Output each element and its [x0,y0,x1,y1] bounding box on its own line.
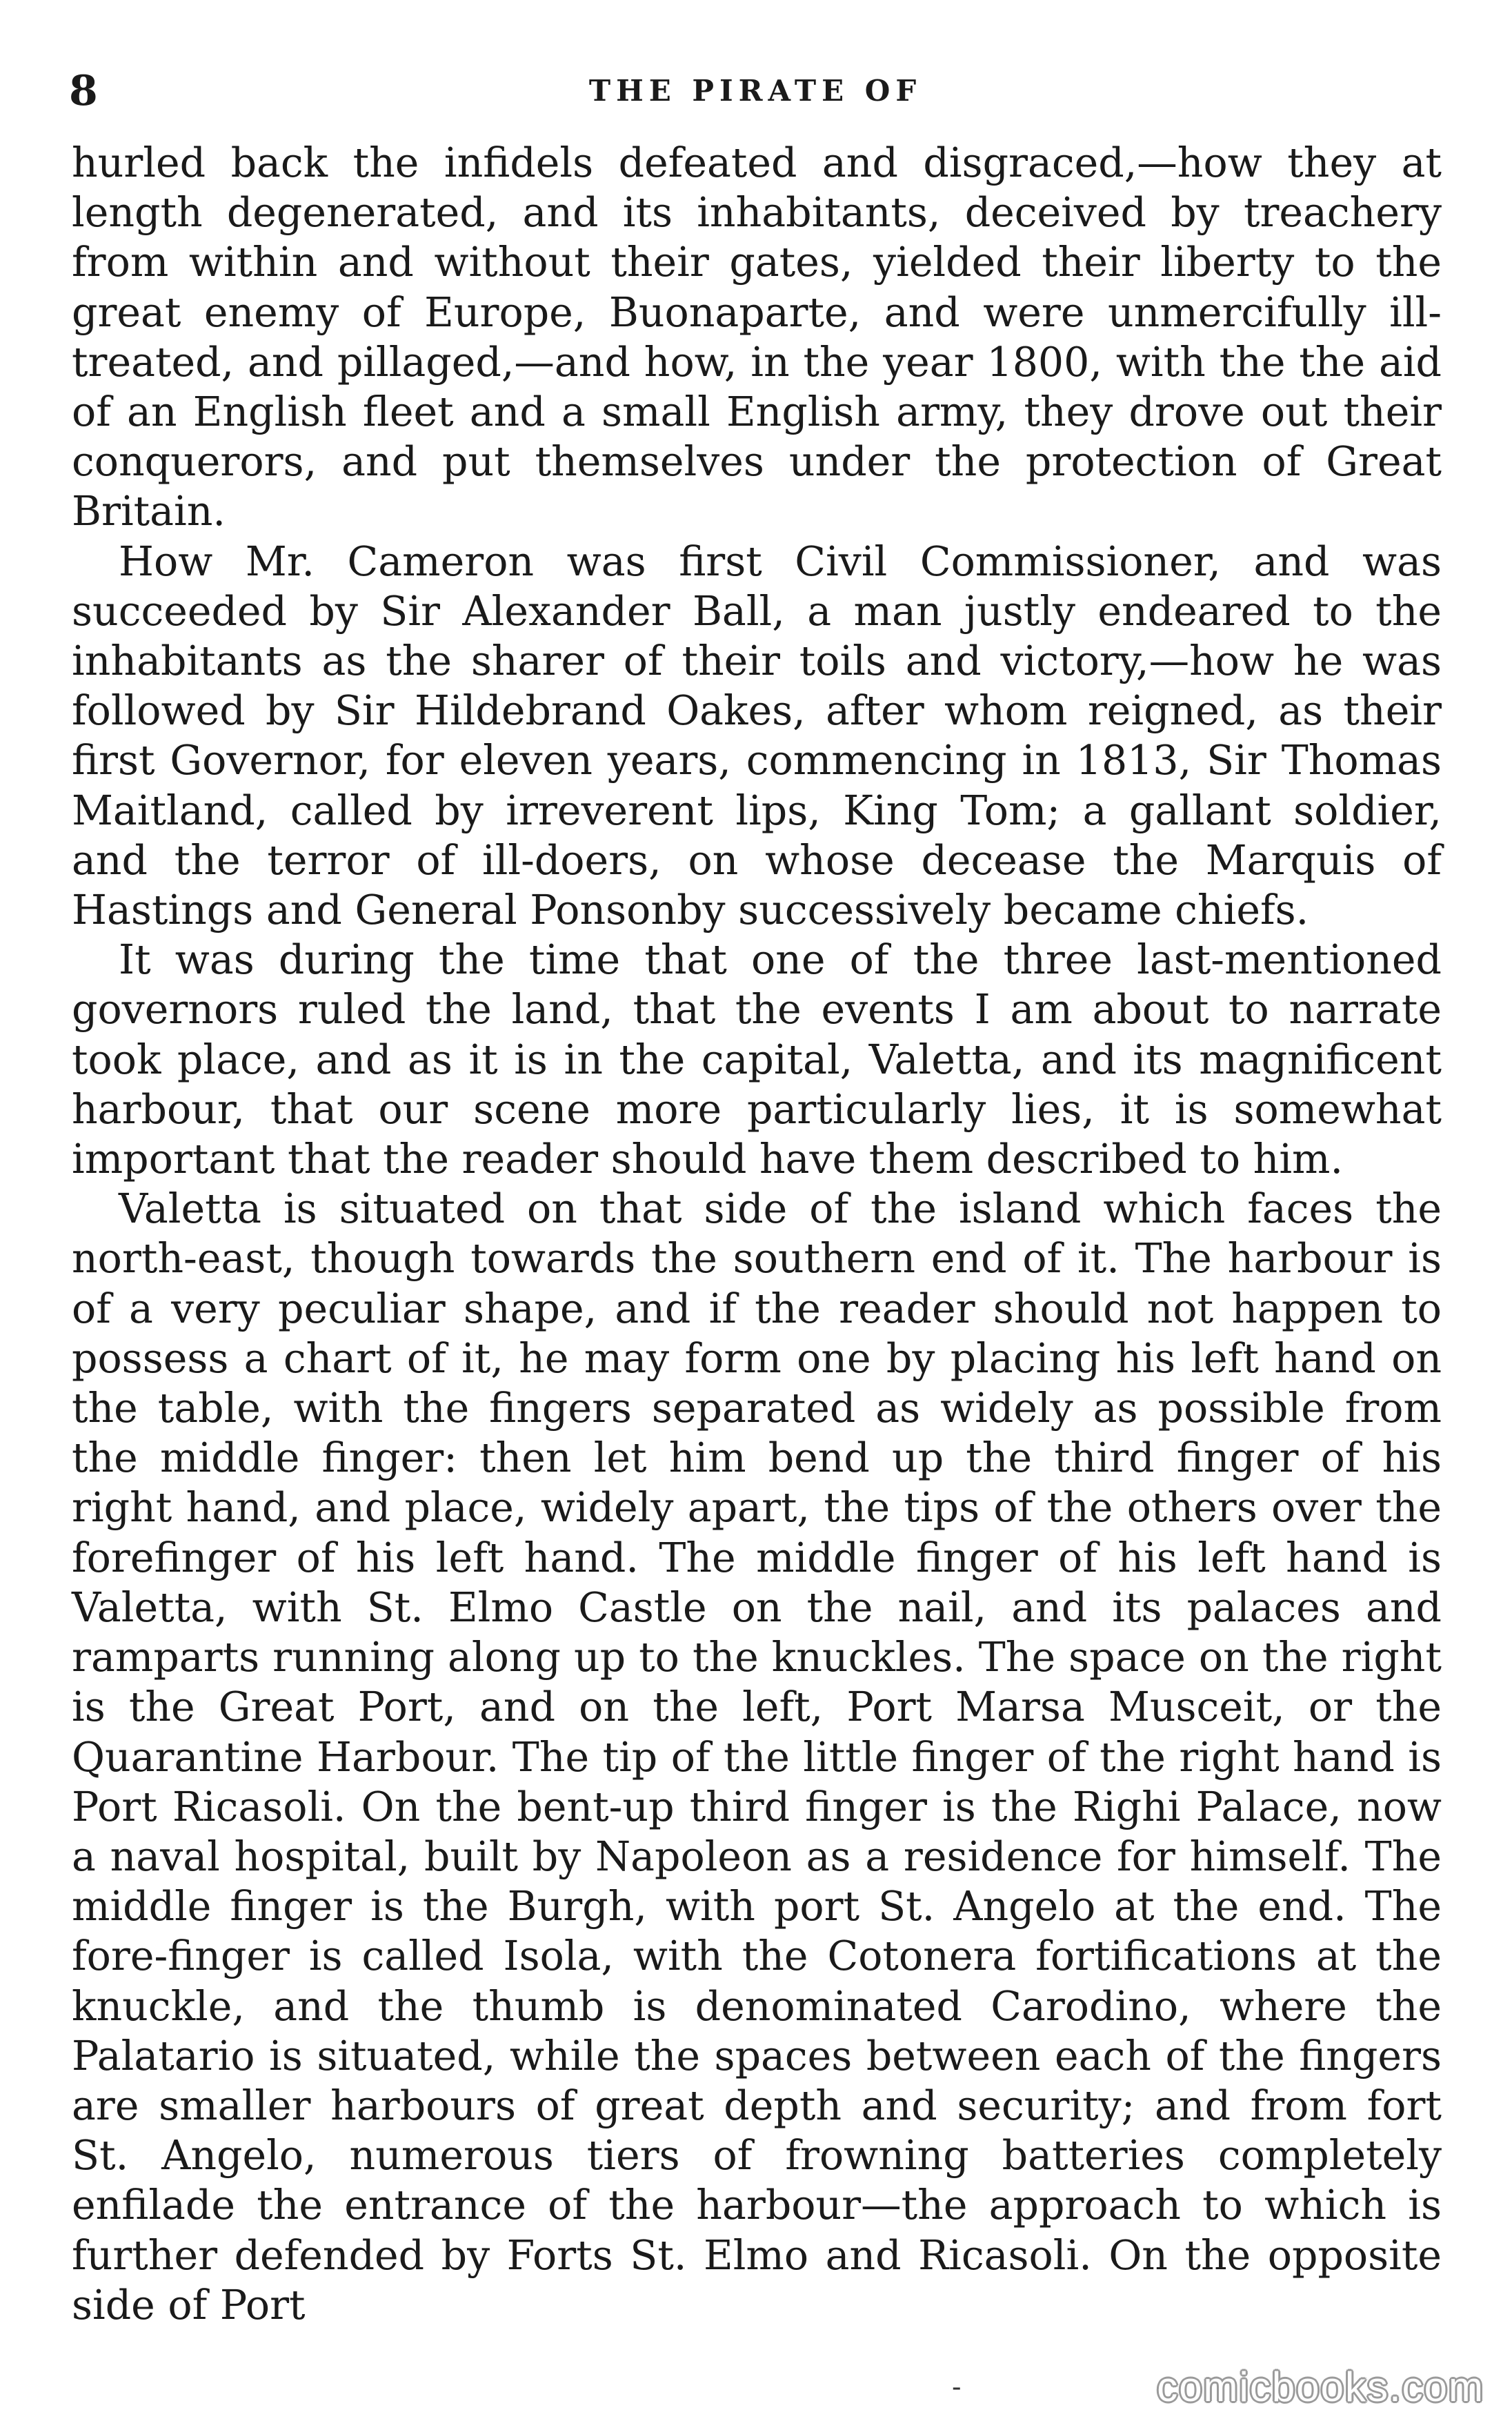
paragraph-narrative-setting: It was during the time that one of the three last-mentioned governors ruled the land, that the events I am about to narrate took place, and as it is in the capital, Valetta, and its magnificent harbour, that our scene more particularly lies, it is somewhat important that the reader should have them described to him. [72,936,1442,1183]
paragraph-history-continued: hurled back the infidels defeated and disgraced,—how they at length degenerated, and its inhabitants, deceived by treachery from within and without their gates, yielded their liberty to the great enemy of Europe, Buonaparte, and were unmercifully ill-treated, and pillaged,—and how, in the year 1800, with the the aid of an English fleet and a small English army, they drove out their conquerors, and put themselves under the protection of Great Britain. [72,139,1442,535]
watermark-logo: comicbooks.com [1157,2364,1484,2410]
running-head: THE PIRATE OF [588,74,922,108]
footer-mark: - [952,2371,962,2403]
body-text [72,138,1442,2330]
page-header [69,63,1442,119]
paragraph-valetta-description: Valetta is situated on that side of the island which faces the north-east, though towards the southern end of it. The harbour is of a very peculiar shape, and if the reader should not happen to possess a chart of it, he may form one by placing his left hand on the table, with the fingers separated as widely as possible from the middle finger: then let him bend up the third finger of his right hand, and place, widely apart, the tips of the others over the forefinger of his left hand. The middle finger of his left hand is Valetta, with St. Elmo Castle on the nail, and its palaces and ramparts running along up to the knuckles. The space on the right is the Great Port, and on the left, Port Marsa Musceit, or the Quarantine Harbour. The tip of the little finger of the right hand is Port Ricasoli. On the bent-up third finger is the Righi Palace, now a naval hospital, built by Napoleon as a residence for himself. The middle finger is the Burgh, with port St. Angelo at the end. The fore-finger is called Isola, with the Cotonera fortifications at the knuckle, and the thumb is denominated Carodino, where the Palatario is situated, while the spaces between each of the fingers are smaller harbours of great depth and security; and from fort St. Angelo, numerous tiers of frowning batteries completely enfilade the entrance of the harbour—the approach to which is further defended by Forts St. Elmo and Ricasoli. On the opposite side of Port [72,1185,1442,2329]
paragraph-governors: How Mr. Cameron was first Civil Commissioner, and was succeeded by Sir Alexander Ball, a man justly endeared to the inhabitants as the sharer of their toils and victory,—how he was followed by Sir Hildebrand Oakes, after whom reigned, as their first Governor, for eleven years, commencing in 1813, Sir Thomas Maitland, called by irreverent lips, King Tom; a gallant soldier, and the terror of ill-doers, on whose decease the Marquis of Hastings and General Ponsonby successively became chiefs. [72,537,1442,934]
page-number: 8 [69,67,98,115]
